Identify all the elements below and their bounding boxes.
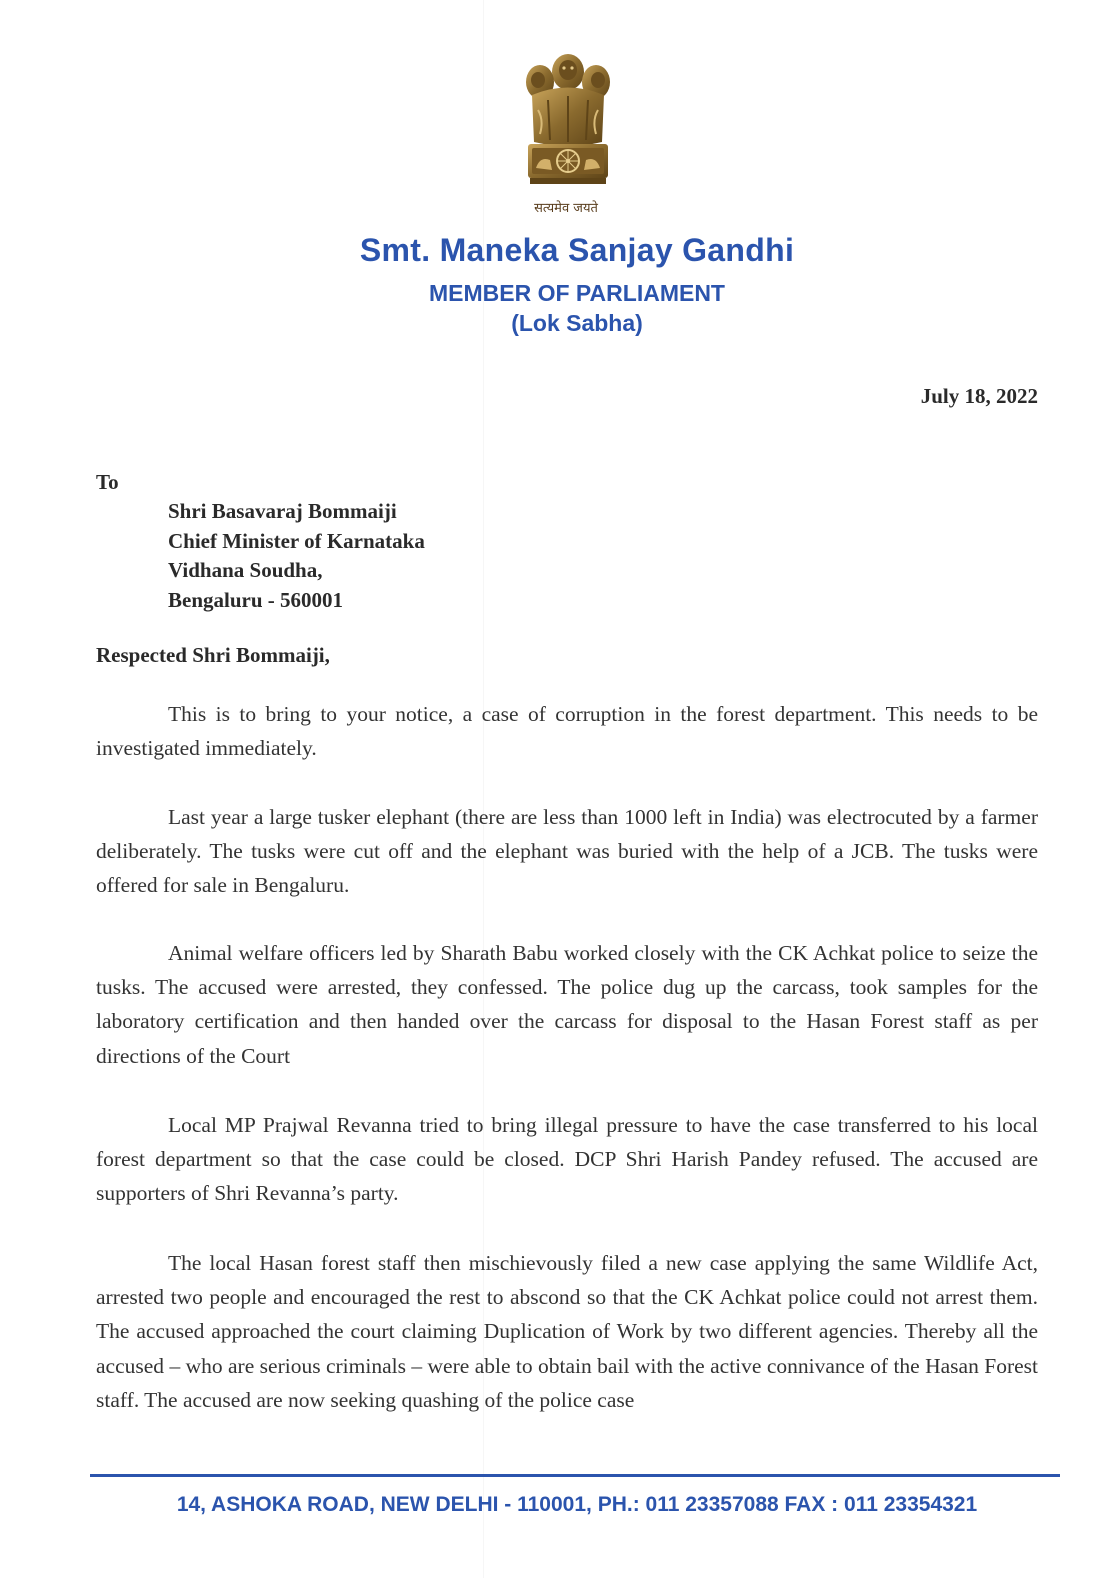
sender-title: MEMBER OF PARLIAMENT [428, 280, 725, 306]
addressee-line: Chief Minister of Karnataka [168, 528, 425, 553]
body-paragraph: Last year a large tusker elephant (there are less than 1000 left in India) was electrocuted by a farmer deliberately. The tusks were cut off and the elephant was buried with the help of a JCB. The tusks were offered for sale in Bengaluru. [96, 805, 1038, 898]
body-paragraph: Local MP Prajwal Revanna tried to bring illegal pressure to have the case transferred to his local forest department so that the case could be closed. DCP Shri Harish Pandey refused. The accused are supporters of Shri Revanna’s party. [96, 1113, 1038, 1206]
sender-name: Smt. Maneka Sanjay Gandhi [359, 232, 795, 268]
footer-divider [90, 1474, 1060, 1477]
addressee-line: Vidhana Soudha, [168, 558, 323, 582]
letter-date: July 18, 2022 [920, 384, 1038, 408]
to-label: To [96, 470, 119, 494]
salutation: Respected Shri Bommaiji, [96, 643, 330, 667]
body-paragraph: Animal welfare officers led by Sharath Babu worked closely with the CK Achkat police to seize the tusks. The accused were arrested, they confessed. The police dug up the carcass, took samples for the laboratory certification and then handed over the carcass for disposal to the Hasan Forest staff as per directions of the Court [96, 941, 1038, 1068]
addressee-line: Shri Basavaraj Bommaiji [168, 499, 397, 523]
sender-house: (Lok Sabha) [511, 310, 643, 336]
emblem-motto: सत्यमेव जयते [534, 201, 598, 216]
addressee-block [168, 497, 425, 615]
body-paragraph: The local Hasan forest staff then mischievously filed a new case applying the same Wildlife Act, arrested two people and encouraged the rest to abscond so that the CK Achkat police could not arrest them. The accused approached the court claiming Duplication of Work by two different agencies. Thereby all the accused – who are serious criminals – were able to obtain bail with the active connivance of the Hasan Forest staff. The accused are now seeking quashing of the police case [96, 1251, 1038, 1412]
footer-address: 14, ASHOKA ROAD, NEW DELHI - 110001, PH.: 011 23357088 FAX : 011 23354321 [176, 1493, 978, 1516]
body-paragraph: This is to bring to your notice, a case of corruption in the forest department. This needs to be investigated immediately. [96, 702, 1038, 761]
addressee-line: Bengaluru - 560001 [168, 587, 344, 612]
